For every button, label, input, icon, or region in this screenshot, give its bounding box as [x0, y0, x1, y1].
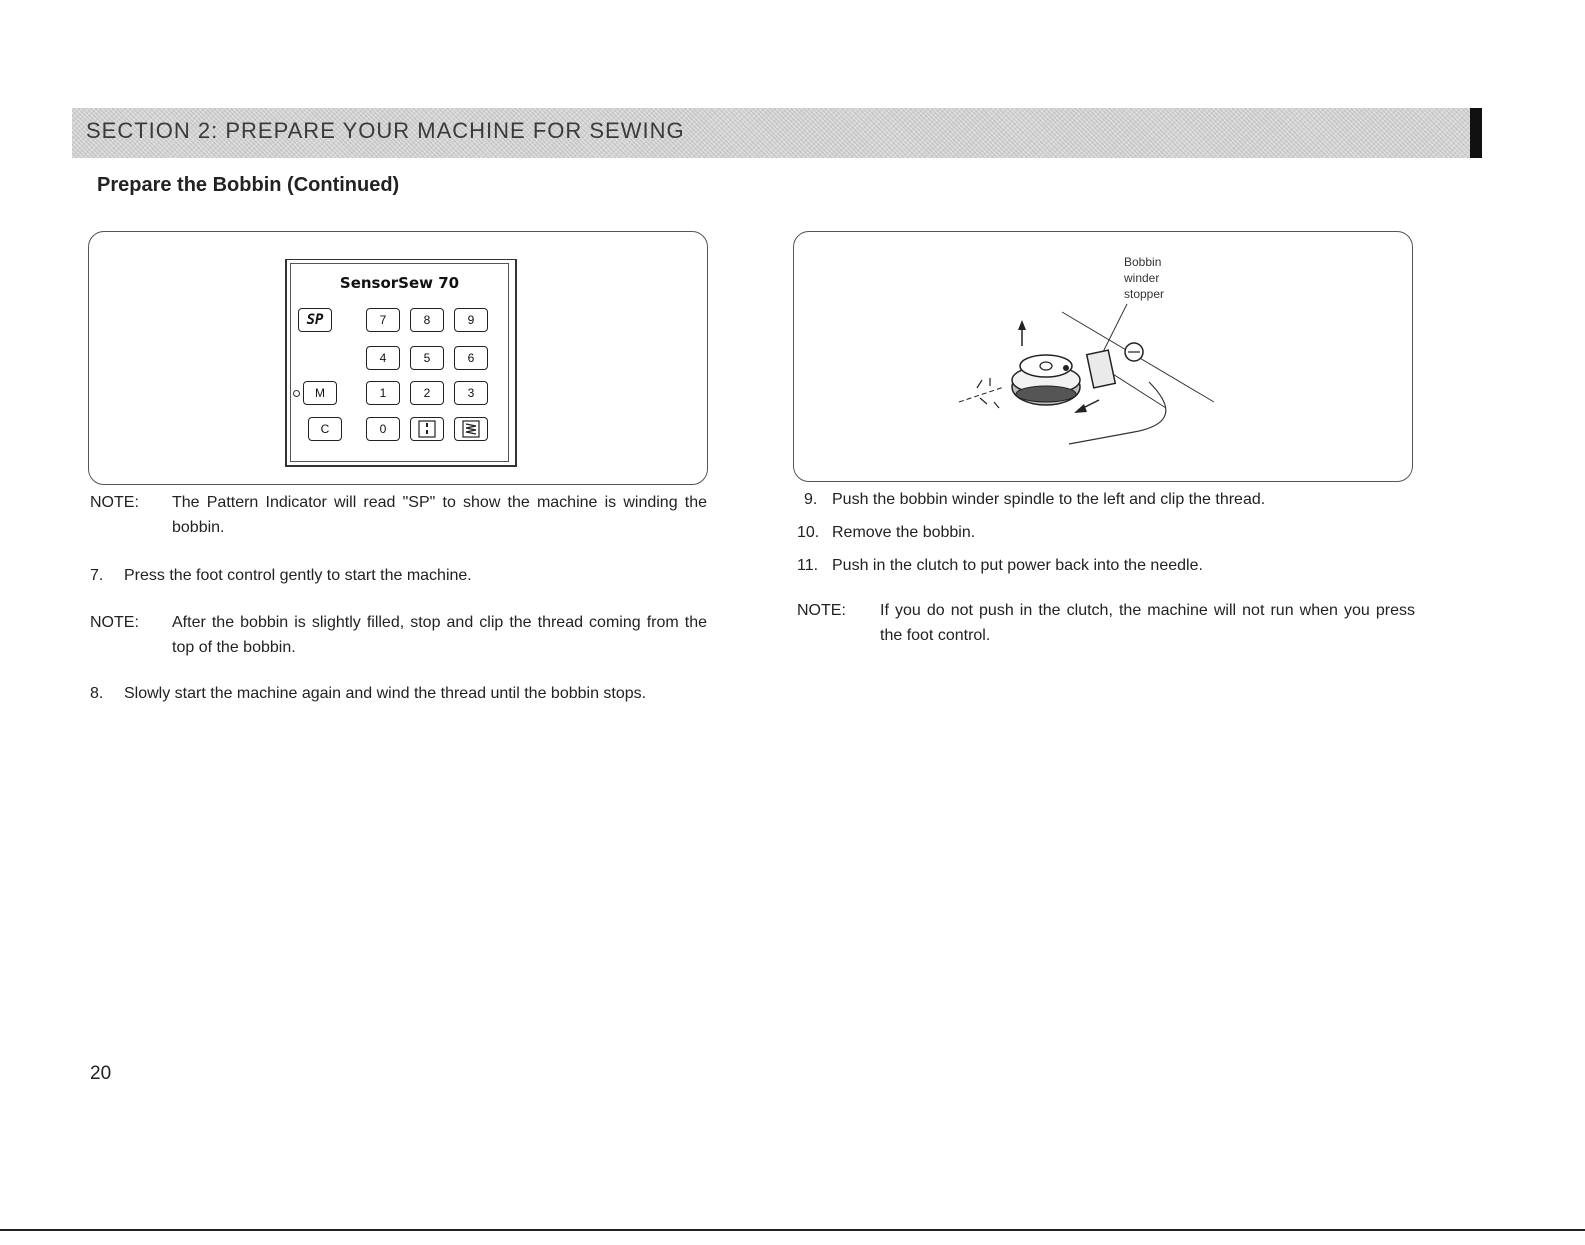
- step-number: 11.: [797, 557, 819, 574]
- note-pattern-indicator: [90, 490, 707, 542]
- push-arrow-head-icon: [1074, 404, 1087, 413]
- step-text: Push in the clutch to put power back into the needle.: [832, 557, 1203, 574]
- banner-end-cap: [1470, 108, 1482, 158]
- control-panel-figure: [88, 231, 708, 485]
- step-text: Push the bobbin winder spindle to the left and clip the thread.: [832, 491, 1266, 508]
- pattern-indicator-display: SP: [298, 308, 332, 332]
- step-text: Press the foot control gently to start the machine.: [124, 567, 472, 584]
- up-arrow-head-icon: [1018, 320, 1026, 330]
- page-subtitle: Prepare the Bobbin (Continued): [97, 174, 400, 196]
- section-title: SECTION 2: PREPARE YOUR MACHINE FOR SEWING: [86, 118, 685, 143]
- key-9[interactable]: 9: [454, 308, 488, 332]
- key-1[interactable]: 1: [366, 381, 400, 405]
- key-0[interactable]: 0: [366, 417, 400, 441]
- step-number: 7.: [90, 567, 104, 584]
- spindle-center-icon: [1040, 362, 1052, 370]
- stitch-pattern-key[interactable]: [454, 417, 488, 441]
- bottom-rule: [0, 1229, 1585, 1231]
- step-text: Remove the bobbin.: [832, 524, 976, 541]
- step-text: Slowly start the machine again and wind the thread until the bobbin stops.: [124, 685, 647, 702]
- step-8: [90, 681, 707, 733]
- note-text: If you do not push in the clutch, the machine will not run when you press the foot control.: [880, 602, 1415, 644]
- key-3[interactable]: 3: [454, 381, 488, 405]
- callout-line-2: winder: [1124, 271, 1160, 285]
- needle-position-icon: [411, 418, 443, 440]
- note-text: After the bobbin is slightly filled, stop and clip the thread coming from the top of the bobbin.: [172, 614, 707, 656]
- memory-led-icon: [293, 390, 300, 397]
- control-panel: [285, 259, 517, 467]
- key-6[interactable]: 6: [454, 346, 488, 370]
- machine-contour-line: [1069, 382, 1166, 444]
- key-5[interactable]: 5: [410, 346, 444, 370]
- key-2[interactable]: 2: [410, 381, 444, 405]
- key-7[interactable]: 7: [366, 308, 400, 332]
- needle-position-key[interactable]: [410, 417, 444, 441]
- note-label: NOTE:: [90, 494, 139, 511]
- step-number: 10.: [797, 524, 820, 541]
- callout-line-1: Bobbin: [1124, 255, 1162, 269]
- key-c[interactable]: C: [308, 417, 342, 441]
- note-text: The Pattern Indicator will read "SP" to show the machine is winding the bobbin.: [172, 494, 707, 536]
- note-label: NOTE:: [797, 602, 846, 619]
- step-number: 9.: [804, 491, 818, 508]
- key-m[interactable]: M: [303, 381, 337, 405]
- zigzag-stitch-icon: [455, 418, 487, 440]
- note-clutch: [797, 598, 1415, 650]
- key-8[interactable]: 8: [410, 308, 444, 332]
- bobbin-winder-figure: [793, 231, 1413, 482]
- panel-brand-name: SensorSew 70: [339, 274, 460, 292]
- key-4[interactable]: 4: [366, 346, 400, 370]
- callout-leader-line: [1102, 304, 1127, 354]
- control-panel-inner: [290, 263, 509, 462]
- page-number: 20: [90, 1063, 112, 1084]
- note-label: NOTE:: [90, 614, 139, 631]
- step-number: 8.: [90, 685, 104, 702]
- note-clip-thread: [90, 610, 707, 662]
- stopper-block: [1087, 350, 1116, 388]
- spin-mark: [977, 380, 982, 388]
- callout-line-3: stopper: [1124, 287, 1165, 301]
- section-banner: [72, 108, 1482, 158]
- bobbin-winder-illustration: [794, 232, 1412, 481]
